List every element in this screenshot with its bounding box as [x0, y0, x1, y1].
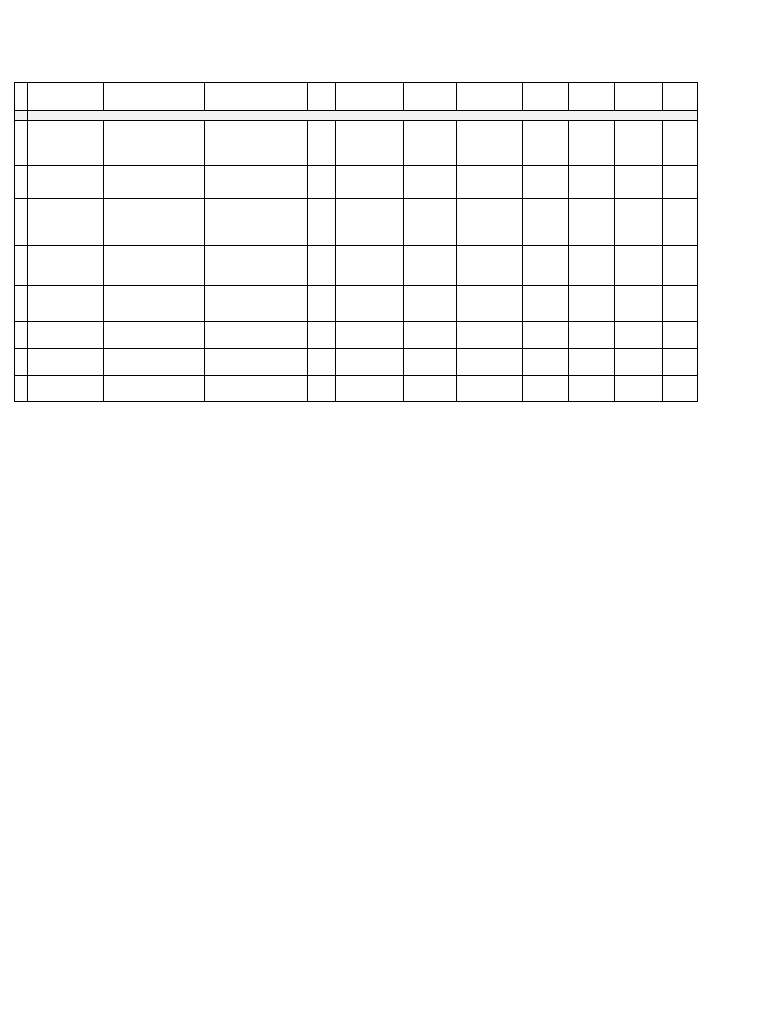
waktu-cell	[569, 121, 615, 166]
target-cell	[336, 199, 404, 246]
mitra-kerja-cell	[523, 199, 569, 246]
target-cell	[336, 246, 404, 286]
tujuan-cell	[205, 199, 308, 246]
col-header	[404, 83, 457, 111]
tujuan-cell	[205, 349, 308, 376]
anggaran-cell	[615, 322, 663, 349]
anggaran-cell	[615, 286, 663, 322]
tujuan-cell	[205, 286, 308, 322]
sumber-daya-cell	[457, 286, 523, 322]
col-header	[615, 83, 663, 111]
tujuan-cell	[205, 166, 308, 199]
col-header	[104, 83, 205, 111]
penanggung-jawab-cell	[404, 322, 457, 349]
anggaran-cell	[615, 246, 663, 286]
pembiayaan-cell	[663, 376, 698, 402]
col-header	[28, 83, 104, 111]
upaya-cell	[28, 121, 104, 166]
kegiatan-cell	[104, 322, 205, 349]
section-title	[28, 111, 698, 121]
anggaran-cell	[615, 199, 663, 246]
anggaran-cell	[615, 349, 663, 376]
sumber-daya-cell	[457, 246, 523, 286]
table-row	[15, 286, 698, 322]
target-cell	[336, 121, 404, 166]
col-header	[663, 83, 698, 111]
kegiatan-cell	[104, 349, 205, 376]
upaya-cell	[28, 322, 104, 349]
mitra-kerja-cell	[523, 246, 569, 286]
tujuan-cell	[205, 121, 308, 166]
table-row	[15, 349, 698, 376]
col-header	[15, 83, 28, 111]
upaya-cell	[28, 349, 104, 376]
pembiayaan-cell	[663, 286, 698, 322]
sumber-daya-cell	[457, 166, 523, 199]
no-cell	[15, 376, 28, 402]
sumber-daya-cell	[457, 199, 523, 246]
table-row	[15, 246, 698, 286]
no-cell	[15, 166, 28, 199]
table-header-row	[15, 83, 698, 111]
ruk-table-page1	[14, 82, 698, 402]
table-row	[15, 376, 698, 402]
kegiatan-cell	[104, 286, 205, 322]
kegiatan-cell	[104, 166, 205, 199]
table-row	[15, 121, 698, 166]
penanggung-jawab-cell	[404, 166, 457, 199]
sasaran-cell	[308, 121, 336, 166]
table-row	[15, 199, 698, 246]
sumber-daya-cell	[457, 376, 523, 402]
waktu-cell	[569, 322, 615, 349]
no-cell	[15, 121, 28, 166]
no-cell	[15, 286, 28, 322]
table-row	[15, 322, 698, 349]
sasaran-cell	[308, 322, 336, 349]
target-cell	[336, 349, 404, 376]
kegiatan-cell	[104, 121, 205, 166]
anggaran-cell	[615, 121, 663, 166]
upaya-cell	[28, 166, 104, 199]
target-cell	[336, 322, 404, 349]
waktu-cell	[569, 286, 615, 322]
sasaran-cell	[308, 286, 336, 322]
col-header	[523, 83, 569, 111]
sasaran-cell	[308, 166, 336, 199]
col-header	[336, 83, 404, 111]
pembiayaan-cell	[663, 246, 698, 286]
col-header	[569, 83, 615, 111]
upaya-cell	[28, 376, 104, 402]
waktu-cell	[569, 376, 615, 402]
mitra-kerja-cell	[523, 286, 569, 322]
waktu-cell	[569, 166, 615, 199]
kegiatan-cell	[104, 376, 205, 402]
mitra-kerja-cell	[523, 166, 569, 199]
no-cell	[15, 349, 28, 376]
sasaran-cell	[308, 376, 336, 402]
penanggung-jawab-cell	[404, 286, 457, 322]
upaya-cell	[28, 246, 104, 286]
sumber-daya-cell	[457, 121, 523, 166]
tujuan-cell	[205, 322, 308, 349]
sasaran-cell	[308, 349, 336, 376]
col-header	[457, 83, 523, 111]
section-number	[15, 111, 28, 121]
no-cell	[15, 199, 28, 246]
pembiayaan-cell	[663, 349, 698, 376]
table-row	[15, 166, 698, 199]
mitra-kerja-cell	[523, 349, 569, 376]
sasaran-cell	[308, 199, 336, 246]
waktu-cell	[569, 246, 615, 286]
no-cell	[15, 246, 28, 286]
target-cell	[336, 286, 404, 322]
anggaran-cell	[615, 166, 663, 199]
col-header	[308, 83, 336, 111]
waktu-cell	[569, 199, 615, 246]
pembiayaan-cell	[663, 199, 698, 246]
kegiatan-cell	[104, 246, 205, 286]
waktu-cell	[569, 349, 615, 376]
upaya-cell	[28, 199, 104, 246]
anggaran-cell	[615, 376, 663, 402]
pembiayaan-cell	[663, 166, 698, 199]
target-cell	[336, 166, 404, 199]
sumber-daya-cell	[457, 322, 523, 349]
no-cell	[15, 322, 28, 349]
kegiatan-cell	[104, 199, 205, 246]
pembiayaan-cell	[663, 322, 698, 349]
penanggung-jawab-cell	[404, 199, 457, 246]
section-row	[15, 111, 698, 121]
sasaran-cell	[308, 246, 336, 286]
tujuan-cell	[205, 246, 308, 286]
mitra-kerja-cell	[523, 121, 569, 166]
tujuan-cell	[205, 376, 308, 402]
mitra-kerja-cell	[523, 376, 569, 402]
penanggung-jawab-cell	[404, 376, 457, 402]
upaya-cell	[28, 286, 104, 322]
sumber-daya-cell	[457, 349, 523, 376]
penanggung-jawab-cell	[404, 349, 457, 376]
mitra-kerja-cell	[523, 322, 569, 349]
col-header	[205, 83, 308, 111]
penanggung-jawab-cell	[404, 246, 457, 286]
target-cell	[336, 376, 404, 402]
penanggung-jawab-cell	[404, 121, 457, 166]
pembiayaan-cell	[663, 121, 698, 166]
